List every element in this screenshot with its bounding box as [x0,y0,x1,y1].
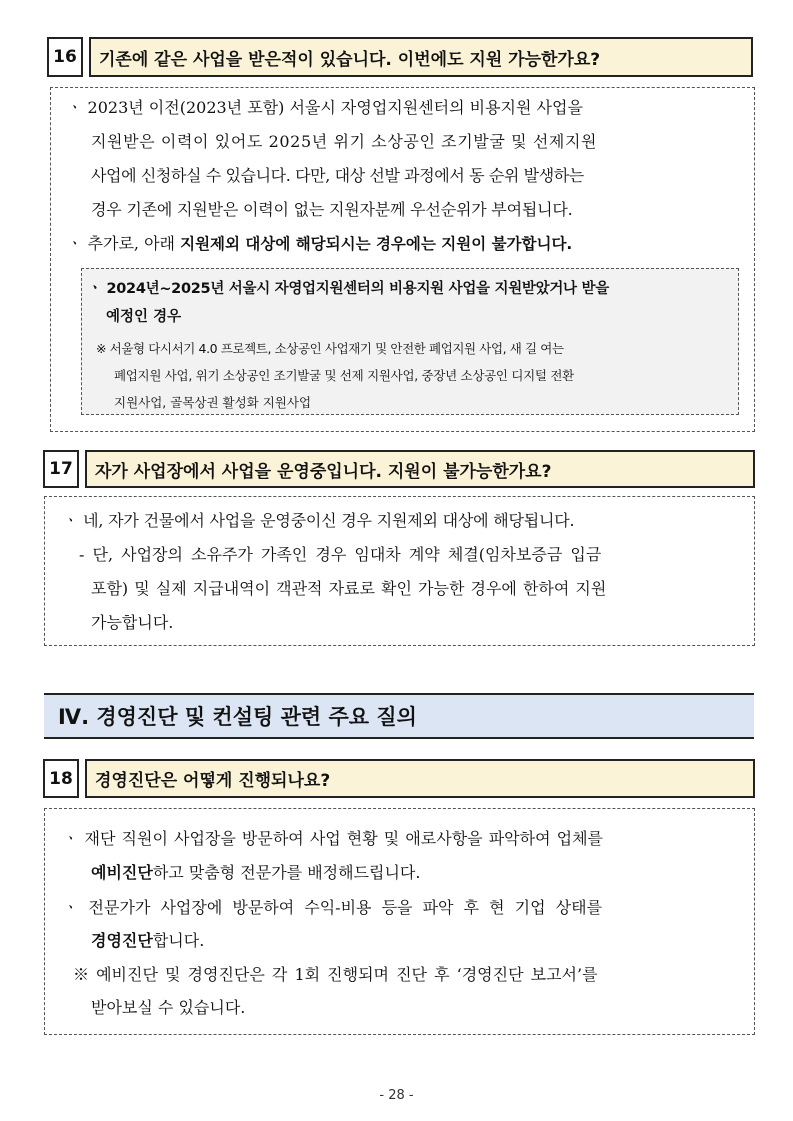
q18-line-6: 받아보실 수 있습니다. [91,998,246,1017]
q17-answer-box [44,496,755,646]
q17-line-2: - 단, 사업장의 소유주가 가족인 경우 임대차 계약 체결(임차보증금 입금 [79,545,602,564]
q16-header [47,37,753,77]
q18-pre-diagnosis-bold: 예비진단 [91,863,153,882]
q17-header [43,450,755,488]
q16-line-3: 사업에 신청하실 수 있습니다. 다만, 대상 선발 과정에서 동 순위 발생하는 [91,166,584,185]
q18-line-2-rest: 하고 맞춤형 전문가를 배정해드립니다. [152,863,421,882]
q16-exclusion-box [81,268,739,415]
page-number: - 28 - [379,1088,414,1103]
q16-extra-line [67,234,572,254]
q18-management-diagnosis-bold: 경영진단 [91,931,153,950]
q18-title: 경영진단은 어떻게 진행되나요? [85,759,755,798]
q16-answer-box [50,87,755,432]
q17-line-1: ㆍ 네, 자가 건물에서 사업을 운영중이신 경우 지원제외 대상에 해당됩니다. [63,511,575,530]
q16-extra-bold: 지원제외 대상에 해당되시는 경우에는 지원이 불가합니다. [180,235,573,253]
q16-extra-prefix: ㆍ 추가로, 아래 [67,234,181,253]
q18-line-2 [91,863,420,883]
q18-answer-box [44,808,755,1035]
q16-box-note-1: ※ 서울형 다시서기 4.0 프로젝트, 소상공인 사업재기 및 안전한 폐업지원 사업, 새 길 여는 [96,341,564,356]
section-header: Ⅳ. 경영진단 및 컨설팅 관련 주요 질의 [44,693,754,739]
q17-title: 자가 사업장에서 사업을 운영중입니다. 지원이 불가능한가요? [85,450,755,488]
q17-number: 17 [43,450,79,488]
q16-line-4: 경우 기존에 지원받은 이력이 없는 지원자분께 우선순위가 부여됩니다. [91,200,573,219]
q18-line-1: ㆍ 재단 직원이 사업장을 방문하여 사업 현황 및 애로사항을 파악하여 업체를 [63,829,603,848]
q18-header [43,759,755,798]
q17-line-4: 가능합니다. [91,613,174,632]
q18-number: 18 [43,759,79,798]
q17-line-3: 포함) 및 실제 지급내역이 객관적 자료로 확인 가능한 경우에 한하여 지원 [91,579,607,598]
q16-box-title-1: ㆍ 2024년~2025년 서울시 자영업지원센터의 비용지원 사업을 지원받았거나 받을 [88,281,609,297]
q16-box-title-2: 예정인 경우 [106,309,182,325]
q16-line-2: 지원받은 이력이 있어도 2025년 위기 소상공인 조기발굴 및 선제지원 [91,132,598,151]
q16-number: 16 [47,37,83,77]
q18-line-5: ※ 예비진단 및 경영진단은 각 1회 진행되며 진단 후 ‘경영진단 보고서’를 [73,965,598,984]
q18-line-3: ㆍ 전문가가 사업장에 방문하여 수익-비용 등을 파악 후 현 기업 상태를 [63,898,603,917]
q18-line-4-rest: 합니다. [152,931,205,950]
q18-line-4 [91,931,204,951]
q16-line-1: ㆍ 2023년 이전(2023년 포함) 서울시 자영업지원센터의 비용지원 사업을 [67,98,583,117]
q16-box-note-3: 지원사업, 골목상권 활성화 지원사업 [114,395,312,410]
q16-title: 기존에 같은 사업을 받은적이 있습니다. 이번에도 지원 가능한가요? [89,37,753,77]
q16-box-note-2: 폐업지원 사업, 위기 소상공인 조기발굴 및 선제 지원사업, 중장년 소상공인 디지털 전환 [114,368,574,383]
